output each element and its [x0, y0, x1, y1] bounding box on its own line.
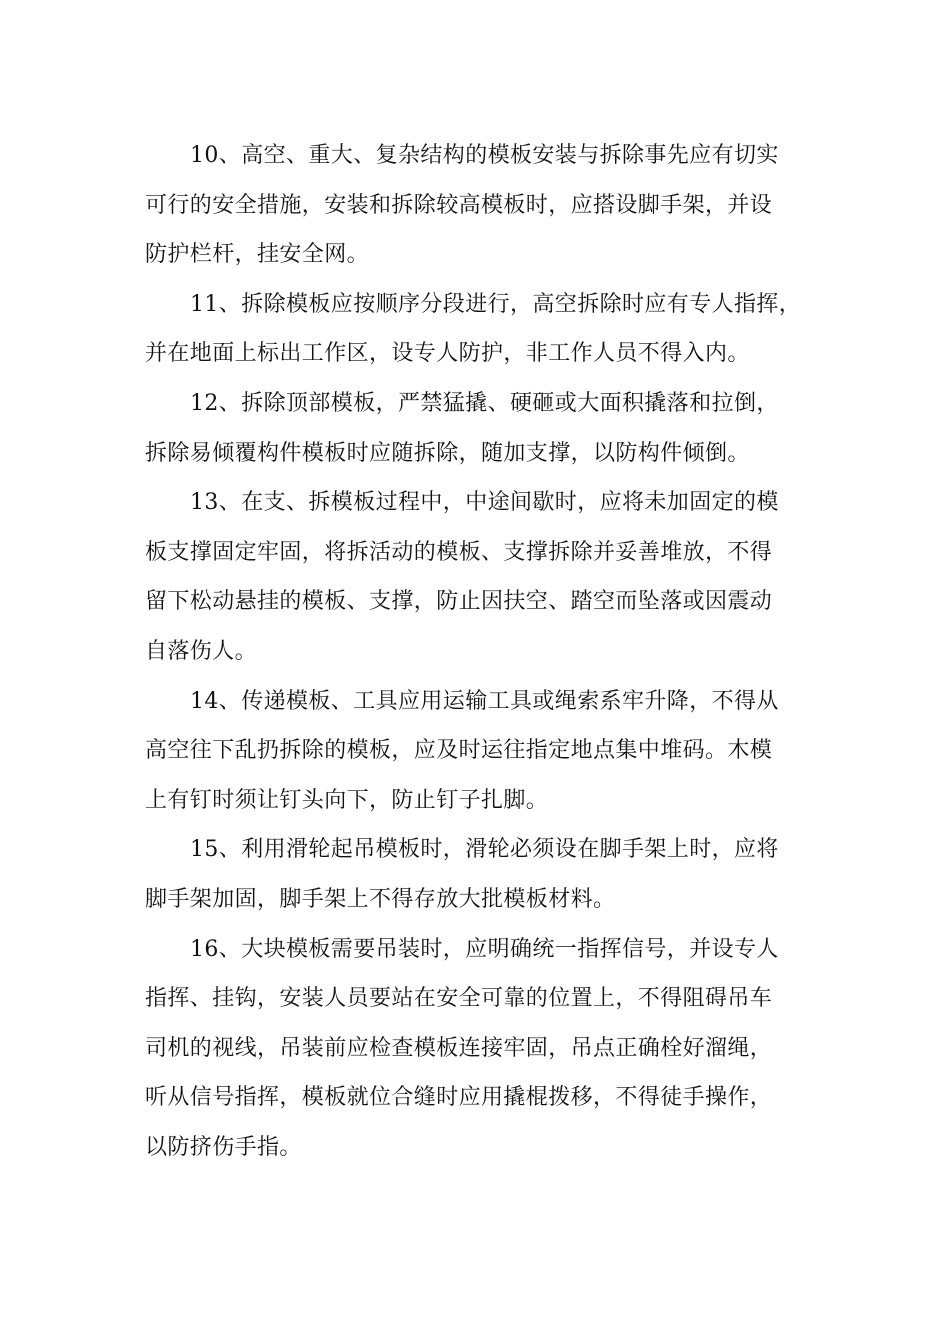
paragraph-line: 留下松动悬挂的模板、支撑，防止因扶空、踏空而坠落或因震动 — [145, 589, 773, 615]
paragraph-16 — [145, 925, 815, 1173]
paragraph-line: 16、大块模板需要吊装时，应明确统一指挥信号，并设专人 — [190, 936, 779, 962]
paragraph-line: 15、利用滑轮起吊模板时，滑轮必须设在脚手架上时，应将 — [190, 837, 779, 863]
document-body — [145, 131, 815, 1172]
paragraph-line: 可行的安全措施，安装和拆除较高模板时，应搭设脚手架，并设 — [145, 192, 773, 218]
paragraph-14 — [145, 677, 815, 826]
paragraph-line: 14、传递模板、工具应用运输工具或绳索系牢升降，不得从 — [190, 688, 779, 714]
paragraph-line: 听从信号指挥，模板就位合缝时应用撬棍拨移，不得徒手操作， — [145, 1085, 773, 1111]
paragraph-15 — [145, 825, 815, 924]
paragraph-line: 10、高空、重大、复杂结构的模板安装与拆除事先应有切实 — [190, 143, 779, 168]
paragraph-line: 12、拆除顶部模板，严禁猛撬、硬砸或大面积撬落和拉倒， — [190, 390, 779, 416]
paragraph-line: 以防挤伤手指。 — [145, 1134, 302, 1160]
paragraph-line: 司机的视线，吊装前应检查模板连接牢固，吊点正确栓好溜绳， — [145, 1035, 773, 1061]
paragraph-line: 板支撑固定牢固，将拆活动的模板、支撑拆除并妥善堆放，不得 — [145, 539, 773, 565]
paragraph-line: 防护栏杆，挂安全网。 — [145, 242, 370, 268]
paragraph-line: 脚手架加固，脚手架上不得存放大批模板材料。 — [145, 886, 616, 912]
paragraph-line: 拆除易倾覆构件模板时应随拆除，随加支撑，以防构件倾倒。 — [145, 440, 750, 466]
paragraph-line: 自落伤人。 — [145, 638, 258, 664]
paragraph-line: 11、拆除模板应按顺序分段进行，高空拆除时应有专人指挥， — [190, 291, 802, 317]
paragraph-line: 并在地面上标出工作区，设专人防护，非工作人员不得入内。 — [145, 341, 750, 367]
paragraph-line: 指挥、挂钩，安装人员要站在安全可靠的位置上，不得阻碍吊车 — [145, 986, 773, 1012]
paragraph-11 — [145, 280, 815, 379]
paragraph-13 — [145, 478, 815, 676]
paragraph-line: 高空往下乱扔拆除的模板，应及时运往指定地点集中堆码。木模 — [145, 738, 773, 764]
paragraph-12 — [145, 379, 815, 478]
paragraph-line: 上有钉时须让钉头向下，防止钉子扎脚。 — [145, 787, 549, 813]
paragraph-line: 13、在支、拆模板过程中，中途间歇时，应将未加固定的模 — [190, 490, 779, 516]
paragraph-10 — [145, 131, 815, 280]
